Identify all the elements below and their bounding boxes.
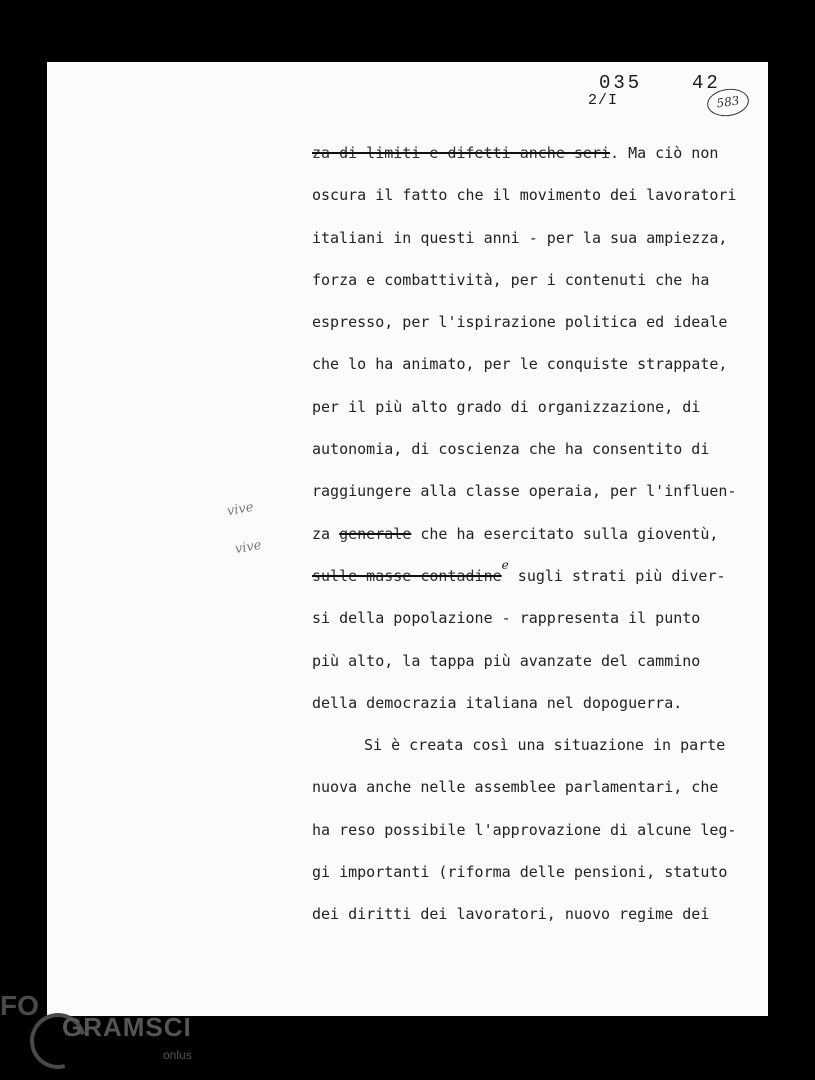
text-line: si della popolazione - rappresenta il punto bbox=[312, 609, 701, 628]
text-line: za generale che ha esercitato sulla gioventù, bbox=[312, 524, 719, 543]
text-line: Si è creata così una situazione in parte bbox=[364, 736, 726, 755]
text-line: italiani in questi anni - per la sua ampiezza, bbox=[312, 228, 728, 247]
text-line: dei diritti dei lavoratori, nuovo regime dei bbox=[312, 905, 710, 924]
section-number: 2/I bbox=[588, 92, 619, 109]
text-line: sulle masse contadine$^e$ sugli strati più diver- bbox=[312, 557, 726, 585]
watermark-brand: GRAMSCI bbox=[62, 1012, 192, 1042]
struck-text: sulle masse contadine bbox=[312, 566, 502, 585]
text-line: autonomia, di coscienza che ha consentito di bbox=[312, 440, 710, 459]
text-line: per il più alto grado di organizzazione, di bbox=[312, 397, 701, 416]
text-line: gi importanti (riforma delle pensioni, statuto bbox=[312, 863, 728, 882]
handwritten-insert: e bbox=[501, 557, 509, 572]
text-line: che lo ha animato, per le conquiste strappate, bbox=[312, 355, 728, 374]
archive-number: 035 bbox=[599, 72, 643, 94]
text-line: raggiungere alla classe operaia, per l'influen- bbox=[312, 482, 737, 501]
watermark-subtitle: onlus bbox=[163, 1048, 192, 1062]
watermark-prefix: FO bbox=[0, 990, 39, 1021]
text-line: più alto, la tappa più avanzate del cammino bbox=[312, 651, 701, 670]
struck-text: za di limiti e difetti anche seri bbox=[312, 144, 611, 162]
body-text bbox=[312, 142, 762, 946]
text-line: ha reso possibile l'approvazione di alcune leg- bbox=[312, 820, 737, 839]
margin-note-2: vive bbox=[233, 537, 263, 558]
watermark-logo bbox=[0, 985, 230, 1075]
text-line: oscura il fatto che il movimento dei lavoratori bbox=[312, 186, 737, 205]
page-number: 42 bbox=[692, 72, 721, 94]
text-line: della democrazia italiana nel dopoguerra. bbox=[312, 693, 683, 712]
text-line: za di limiti e difetti anche seri. Ma ciò non bbox=[312, 144, 719, 162]
page-stamp: 583 bbox=[705, 86, 750, 119]
document-page bbox=[47, 62, 768, 1016]
text-line: forza e combattività, per i contenuti che ha bbox=[312, 270, 710, 289]
text-line: espresso, per l'ispirazione politica ed ideale bbox=[312, 313, 728, 332]
margin-note-1: vive bbox=[225, 499, 255, 520]
text-line: nuova anche nelle assemblee parlamentari, che bbox=[312, 778, 719, 797]
struck-text: generale bbox=[339, 524, 412, 543]
